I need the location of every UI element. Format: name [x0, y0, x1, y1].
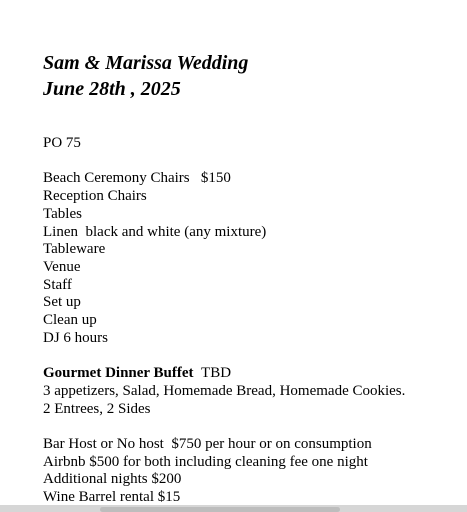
event-title: Sam & Marissa Wedding	[43, 52, 249, 74]
extra-line: Additional nights $200	[43, 471, 182, 488]
extra-line: Airbnb $500 for both including cleaning fee one night	[43, 453, 368, 470]
buffet-price: TBD	[201, 365, 232, 382]
po-number: PO 75	[43, 135, 81, 151]
extra-line: Bar Host or No host $750 per hour or on consumption	[43, 435, 372, 452]
item-line: Linen black and white (any mixture)	[43, 223, 267, 240]
item-line: Venue	[43, 258, 81, 275]
buffet-detail: 2 Entrees, 2 Sides	[43, 400, 151, 417]
extra-line: Wine Barrel rental $15	[43, 489, 181, 505]
scrollbar-thumb[interactable]	[100, 507, 340, 512]
document-body	[43, 135, 405, 505]
event-date: June 28th , 2025	[43, 78, 181, 100]
buffet-heading-line	[43, 365, 405, 383]
blank-line	[43, 418, 405, 436]
item-line: DJ 6 hours	[43, 329, 109, 346]
buffet-heading: Gourmet Dinner Buffet	[43, 365, 194, 382]
item-line: Staff	[43, 276, 72, 293]
document-heading	[43, 50, 248, 102]
item-line: Tables	[43, 205, 82, 222]
item-line: Clean up	[43, 312, 97, 329]
item-line: Tableware	[43, 241, 106, 258]
blank-line	[43, 347, 405, 365]
item-line: Beach Ceremony Chairs $150	[43, 170, 231, 187]
buffet-detail: 3 appetizers, Salad, Homemade Bread, Homemade Cookies.	[43, 382, 406, 399]
item-line: Reception Chairs	[43, 188, 147, 205]
blank-line	[43, 153, 405, 171]
item-line: Set up	[43, 294, 81, 311]
